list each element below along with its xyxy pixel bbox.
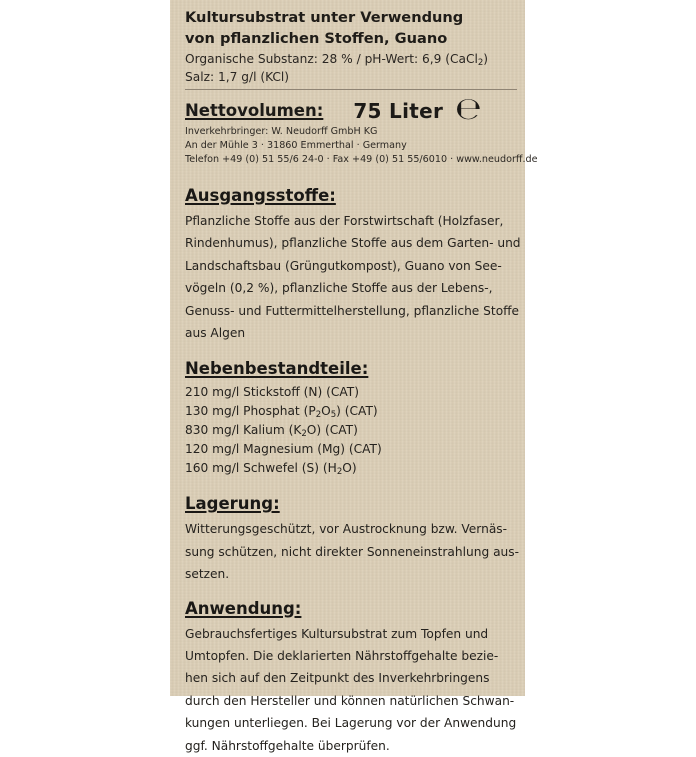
text-line: durch den Hersteller und können natürlichen Schwan- xyxy=(185,693,515,708)
text-line: Genuss- und Futtermittelherstellung, pflanzliche Stoffe xyxy=(185,303,520,318)
phosphate-sub-2: 5 xyxy=(330,410,337,421)
nutrient-sulfur xyxy=(185,459,517,478)
estimated-sign-icon: ℮ xyxy=(455,90,482,127)
potassium-pre: 830 mg/l Kalium (K xyxy=(185,423,302,438)
section-heading-lagerung: Lagerung: xyxy=(185,494,280,514)
anwendung-text xyxy=(185,623,517,757)
product-title-line-1: Kultursubstrat unter Verwendung xyxy=(185,9,464,26)
nutrient-potassium xyxy=(185,421,517,440)
sulfur-sub: 2 xyxy=(336,467,343,478)
text-line: Umtopfen. Die deklarierten Nährstoffgehalte bezie- xyxy=(185,649,499,664)
title-line-2-main: von pflanzlichen Stoffen xyxy=(185,30,385,47)
ausgangsstoffe-text xyxy=(185,210,521,344)
organic-suffix: ) xyxy=(483,52,489,66)
text-line: vögeln (0,2 %), pflanzliche Stoffe aus der Lebens-, xyxy=(185,281,493,296)
product-label-panel xyxy=(170,0,538,753)
sulfur-post: O) xyxy=(342,461,357,476)
phosphate-mid: O xyxy=(321,404,331,419)
title-line-2-end: Guano xyxy=(389,30,448,47)
divider xyxy=(185,89,517,90)
manufacturer-address: An der Mühle 3 · 31860 Emmerthal · Germany xyxy=(185,140,407,151)
organic-subscript: 2 xyxy=(477,58,484,68)
label-content xyxy=(185,7,538,757)
text-line: Pflanzliche Stoffe aus der Forstwirtschaft (Holzfaser, xyxy=(185,214,504,228)
text-line: sung schützen, nicht direkter Sonneneinstrahlung aus- xyxy=(185,544,520,559)
text-line: setzen. xyxy=(185,567,230,582)
net-volume-label: Nettovolumen: xyxy=(185,101,324,120)
phosphate-post: ) (CAT) xyxy=(336,404,378,419)
net-volume-amount: 75 Liter xyxy=(353,98,444,123)
title-line-2-comma: , xyxy=(384,30,390,47)
nutrient-phosphate xyxy=(185,402,517,421)
manufacturer-contact: Telefon +49 (0) 51 55/6 24-0 · Fax +49 (0) 51 55/6010 · www.neudorff.de xyxy=(185,154,538,165)
product-title-line-2 xyxy=(185,28,517,49)
organic-prefix: Organische Substanz: 28 % / pH-Wert: 6,9 (CaCl xyxy=(185,52,478,66)
section-heading-ausgangsstoffe: Ausgangsstoffe: xyxy=(185,186,336,205)
potassium-sub: 2 xyxy=(301,429,307,440)
text-line: Witterungsgeschützt, vor Austrocknung bzw. Vernäs- xyxy=(185,522,508,537)
sulfur-pre: 160 mg/l Schwefel (S) (H xyxy=(185,461,337,476)
text-line: Rindenhumus), pflanzliche Stoffe aus dem Garten- und xyxy=(185,236,521,251)
salt-line: Salz: 1,7 g/l (KCl) xyxy=(185,70,290,84)
potassium-post: O) (CAT) xyxy=(306,423,358,438)
text-line: ggf. Nährstoffgehalte überprüfen. xyxy=(185,738,390,753)
section-heading-anwendung: Anwendung: xyxy=(185,598,302,618)
nutrient-magnesium: 120 mg/l Magnesium (Mg) (CAT) xyxy=(185,442,382,457)
nutrient-nitrogen: 210 mg/l Stickstoff (N) (CAT) xyxy=(185,385,359,400)
phosphate-sub-1: 2 xyxy=(315,410,322,421)
lagerung-text xyxy=(185,518,520,585)
net-volume-row xyxy=(185,90,517,127)
text-line: hen sich auf den Zeitpunkt des Inverkehrbringens xyxy=(185,671,490,686)
manufacturer-line-1: Inverkehrbringer: W. Neudorff GmbH KG xyxy=(185,126,378,137)
text-line: kungen unterliegen. Bei Lagerung vor der Anwendung xyxy=(185,716,517,731)
nebenbestandteile-list xyxy=(185,383,517,478)
text-line: Landschaftsbau (Grüngutkompost), Guano von See- xyxy=(185,258,502,273)
section-heading-nebenbestandteile: Nebenbestandteile: xyxy=(185,359,369,379)
organic-substance-line xyxy=(185,50,517,68)
text-line: aus Algen xyxy=(185,326,246,341)
phosphate-pre: 130 mg/l Phosphat (P xyxy=(185,404,316,419)
text-line: Gebrauchsfertiges Kultursubstrat zum Topfen und xyxy=(185,626,489,641)
